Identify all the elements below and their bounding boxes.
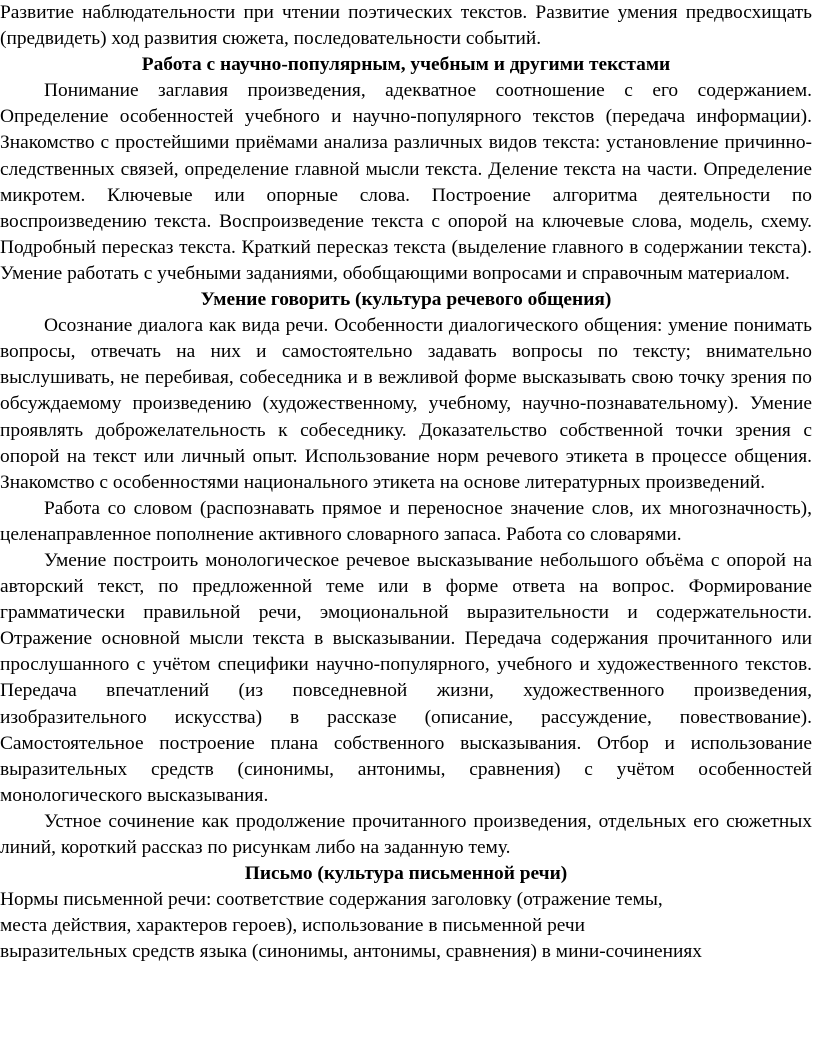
section-heading-writing: Письмо (культура письменной речи) (244, 863, 568, 885)
science-texts-paragraph: Понимание заглавия произведения, адекватное соотношение с его содержанием. Определение особенностей учебного и научно-популярного текстов (передача информации). Знакомство с простейшими приёмами анализа различных видов текста: установление причинно-следственных связей, определение главной мысли текста. Деление текста на части. Определение микротем. Ключевые или опорные слова. Построение алгоритма деятельности по воспроизведению текста. Воспроизведение текста с опорой на ключевые слова, модель, схему. Подробный пересказ текста. Краткий пересказ текста (выделение главного в содержании текста). Умение работать с учебными заданиями, обобщающими вопросами и справочным материалом. (0, 80, 812, 284)
writing-line-2: места действия, характеров героев), использование в письменной речи (0, 915, 586, 937)
intro-paragraph: Развитие наблюдательности при чтении поэтических текстов. Развитие умения предвосхищать (предвидеть) ход развития сюжета, последовательности событий. (0, 2, 812, 50)
oral-essay-paragraph: Устное сочинение как продолжение прочитанного произведения, отдельных его сюжетных линий, короткий рассказ по рисункам либо на заданную тему. (0, 810, 812, 858)
word-work-paragraph: Работа со словом (распознавать прямое и переносное значение слов, их многозначность), целенаправленное пополнение активного словарного запаса. Работа со словарями. (0, 497, 812, 545)
writing-line-3: выразительных средств языка (синонимы, антонимы, сравнения) в мини-сочинениях (0, 941, 702, 963)
section-heading-science-texts: Работа с научно-популярным, учебным и другими текстами (141, 54, 671, 76)
monolog-paragraph: Умение построить монологическое речевое высказывание небольшого объёма с опорой на авторский текст, по предложенной теме или в форме ответа на вопрос. Формирование грамматически правильной речи, эмоциональной выразительности и содержательности. Отражение основной мысли текста в высказывании. Передача содержания прочитанного или прослушанного с учётом специфики научно-популярного, учебного и художественного текстов. Передача впечатлений (из повседневной жизни, художественного произведения, изобразительного искусства) в рассказе (описание, рассуждение, повествование). Самостоятельное построение плана собственного высказывания. Отбор и использование выразительных средств (синонимы, антонимы, сравнения) с учётом особенностей монологического высказывания. (0, 549, 812, 806)
dialog-paragraph: Осознание диалога как вида речи. Особенности диалогического общения: умение понимать вопросы, отвечать на них и самостоятельно задавать вопросы по тексту; внимательно выслушивать, не перебивая, собеседника и в вежливой форме высказывать свою точку зрения по обсуждаемому произведению (художественному, учебному, научно-познавательному). Умение проявлять доброжелательность к собеседнику. Доказательство собственной точки зрения с опорой на текст или личный опыт. Использование норм речевого этикета в процессе общения. Знакомство с особенностями национального этикета на основе литературных произведений. (0, 315, 812, 493)
writing-line-1: Нормы письменной речи: соответствие содержания заголовку (отражение темы, (0, 889, 663, 911)
section-heading-speaking: Умение говорить (культура речевого общения) (200, 289, 612, 311)
